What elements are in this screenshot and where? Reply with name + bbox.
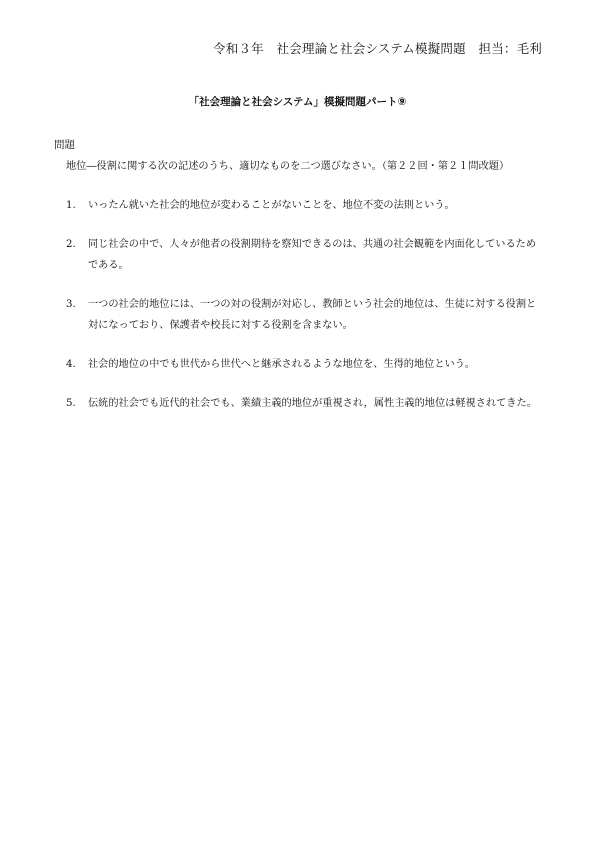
option-text: いったん就いた社会的地位が変わることがないことを、地位不変の法則という。 [88,200,455,211]
option-text: 伝統的社会でも近代的社会でも、業績主義的地位が重視され，属性主義的地位は軽視されてきた。 [88,398,537,409]
option-text: 社会的地位の中でも世代から世代へと継承されるような地位を、生得的地位という。 [88,359,476,370]
option-number: 3. [66,299,76,310]
option-number: 2. [66,239,76,250]
answer-option-list [66,195,546,432]
option-text: 同じ社会の中で、人々が他者の役割期待を察知できるのは、共通の社会観範を内面化しているためである。 [88,239,537,271]
question-instruction: 地位―役割に関する次の記述のうち、適切なものを二つ選びなさい。（第２２回・第２１問改題） [66,161,510,172]
answer-option-2 [66,234,546,276]
section-label: 問題 [54,139,75,151]
option-text: 一つの社会的地位には、一つの対の役割が対応し、教師という社会的地位は、生徒に対する役割と対になっており、保護者や校長に対する役割を含まない。 [88,299,537,331]
answer-option-5 [66,393,546,414]
answer-option-1 [66,195,546,216]
document-title: 「社会理論と社会システム」模擬問題パート⑨ [188,96,407,108]
option-number: 4. [66,359,76,370]
page-header: 令和３年 社会理論と社会システム模擬問題 担当：毛利 [213,41,542,56]
option-number: 5. [66,398,76,409]
option-number: 1. [66,200,76,211]
answer-option-4 [66,354,546,375]
answer-option-3 [66,294,546,336]
